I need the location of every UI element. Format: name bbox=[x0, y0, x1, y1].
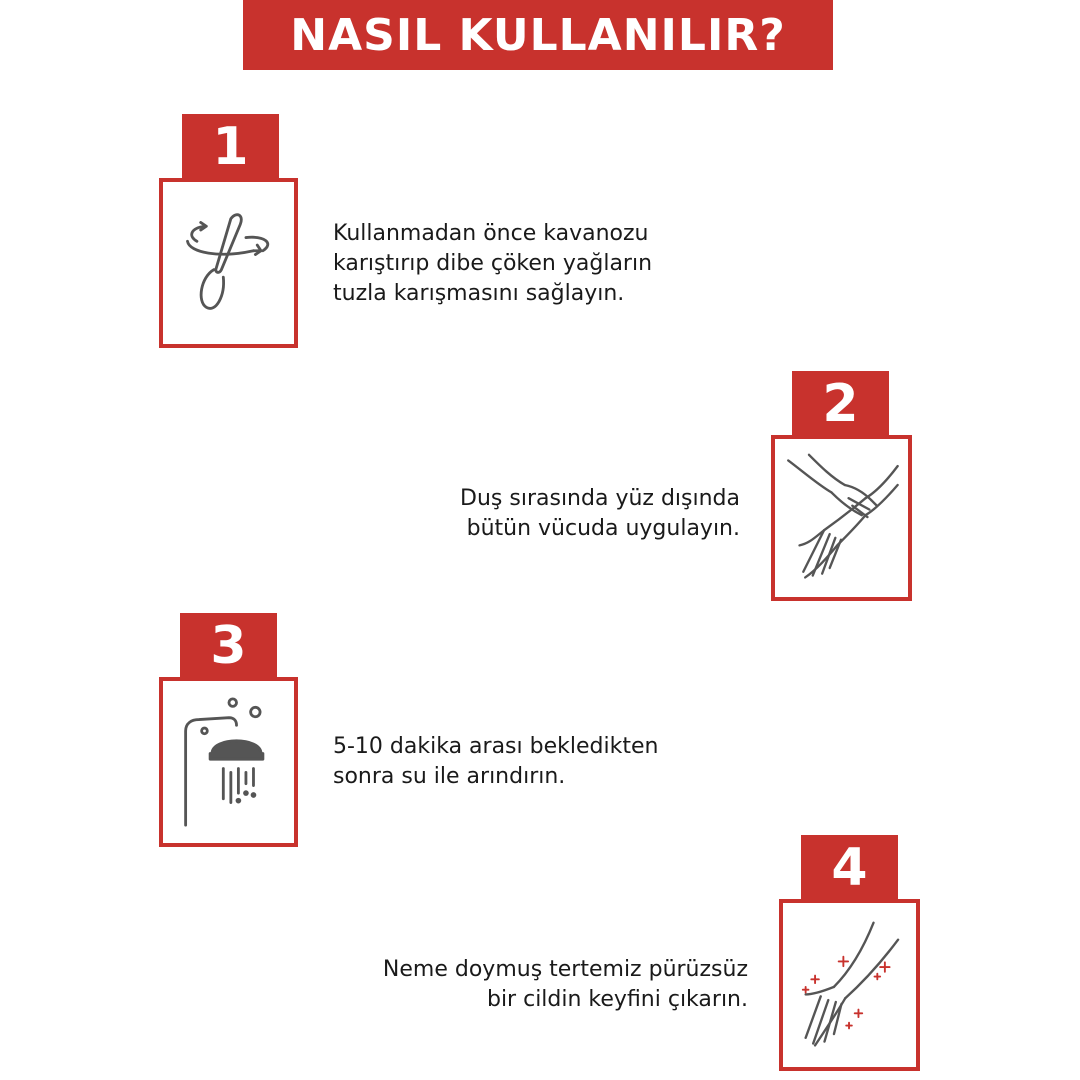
step-line: tuzla karışmasını sağlayın. bbox=[333, 281, 625, 306]
step-line: bütün vücuda uygulayın. bbox=[466, 516, 740, 541]
step-number: 2 bbox=[822, 374, 859, 434]
shower-icon bbox=[163, 681, 294, 843]
step-line: sonra su ile arındırın. bbox=[333, 764, 566, 789]
page-title: NASIL KULLANILIR? bbox=[290, 9, 786, 61]
step-icon-frame bbox=[159, 677, 298, 847]
step-number-badge bbox=[801, 835, 898, 901]
hands-rubbing-icon bbox=[775, 439, 908, 597]
step-line: karıştırıp dibe çöken yağların bbox=[333, 251, 653, 276]
stir-spoon-icon bbox=[163, 182, 294, 344]
step-number-badge bbox=[182, 114, 279, 180]
step-number: 1 bbox=[212, 117, 249, 177]
step-icon-frame bbox=[159, 178, 298, 348]
step-description bbox=[410, 484, 740, 544]
step-line: Kullanmadan önce kavanozu bbox=[333, 221, 649, 246]
title-banner bbox=[243, 0, 833, 70]
step-line: bir cildin keyfini çıkarın. bbox=[486, 987, 748, 1012]
step-line: 5-10 dakika arası bekledikten bbox=[333, 734, 659, 759]
step-number: 3 bbox=[210, 616, 247, 676]
step-description bbox=[333, 732, 658, 792]
step-number-badge bbox=[792, 371, 889, 437]
step-icon-frame bbox=[779, 899, 920, 1071]
step-number-badge bbox=[180, 613, 277, 679]
step-description bbox=[333, 219, 652, 309]
step-description bbox=[290, 955, 748, 1015]
step-icon-frame bbox=[771, 435, 912, 601]
sparkling-arm-icon bbox=[783, 903, 916, 1067]
step-line: Duş sırasında yüz dışında bbox=[460, 486, 740, 511]
step-line: Neme doymuş tertemiz pürüzsüz bbox=[382, 957, 748, 982]
step-number: 4 bbox=[831, 838, 868, 898]
